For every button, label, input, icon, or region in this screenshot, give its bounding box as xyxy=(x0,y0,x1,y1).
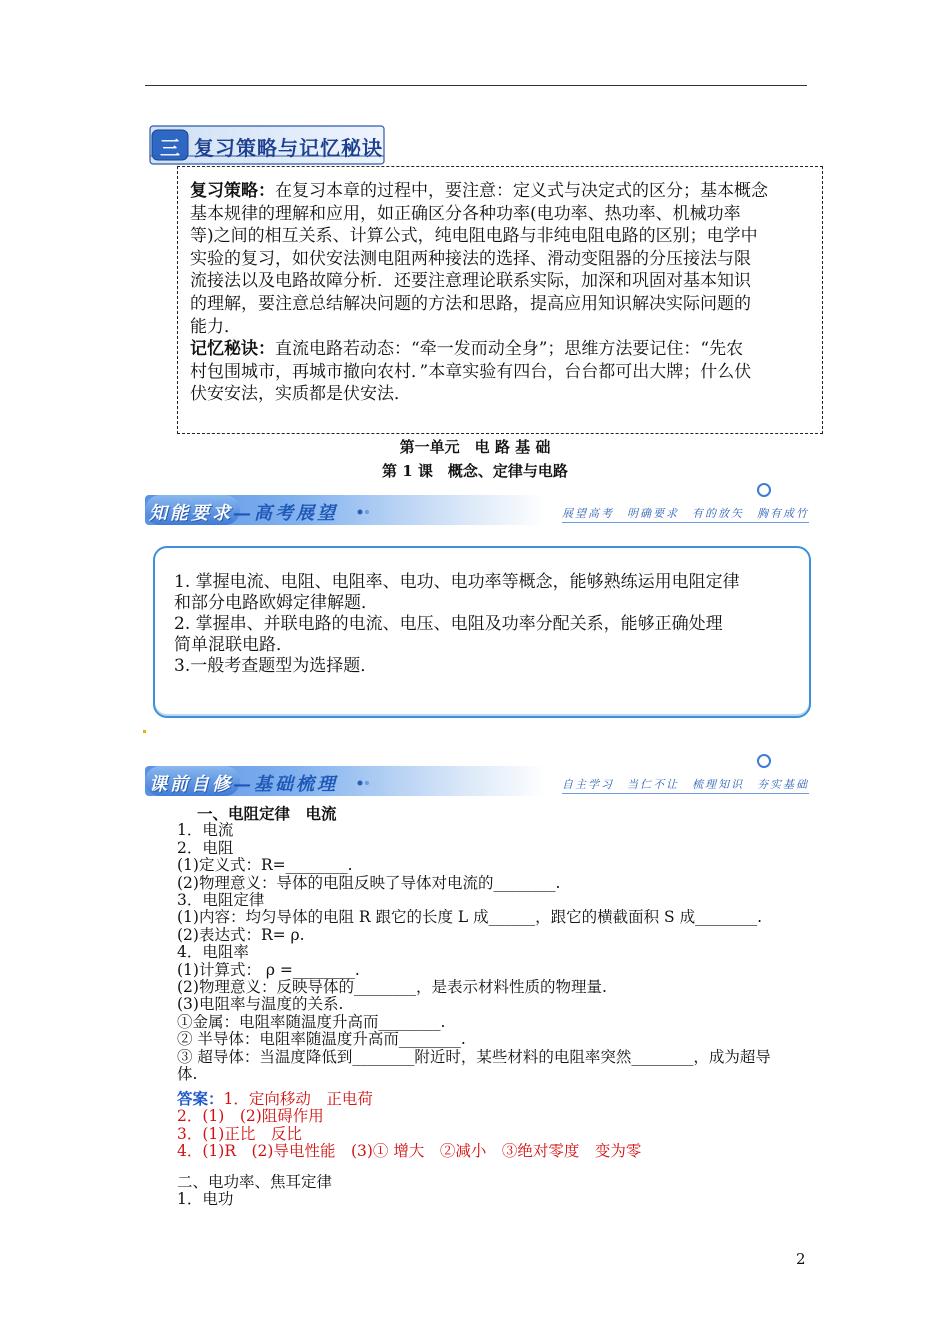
banner-tagline: 展望高考 明确要求 有的放矢 胸有成竹 xyxy=(562,505,809,523)
content-line: (1)内容：均匀导体的电阻 R 跟它的长度 L 成______，跟它的横截面积 S 成________. xyxy=(177,908,763,927)
banner-title: 知能要求—高考展望 xyxy=(149,503,338,524)
section-one xyxy=(177,805,771,1084)
answers xyxy=(177,1090,641,1161)
ring-icon xyxy=(757,754,771,768)
strategy-line: 流接法以及电路故障分析．还要注意理论联系实际，加深和巩固对基本知识 xyxy=(190,271,751,292)
answer-line: 3．(1)正比 反比 xyxy=(177,1124,302,1143)
strategy-line: 在复习本章的过程中，要注意：定义式与决定式的区分；基本概念 xyxy=(275,181,768,201)
memory-line: 伏安安法，实质都是伏安法． xyxy=(190,384,411,405)
banner-title: 课前自修—基础梳理 xyxy=(149,774,338,795)
banner-tagline: 自主学习 当仁不让 梳理知识 夯实基础 xyxy=(562,776,809,794)
memory-line: 直流电路若动态：“牵一发而动全身”；思维方法要记住：“先农 xyxy=(275,339,744,360)
answer-line: 4．(1)R (2)导电性能 (3)① 增大 ②减小 ③绝对零度 变为零 xyxy=(177,1142,642,1161)
content-line: 3．电阻定律 xyxy=(177,891,265,910)
requirement-line: 简单混联电路． xyxy=(174,635,293,655)
content-line: 1．电流 xyxy=(177,821,234,840)
lesson-title: 第 1 课 概念、定律与电路 xyxy=(382,462,568,480)
strategy-line: 实验的复习，如伏安法测电阻两种接法的选择、滑动变阻器的分压接法与限 xyxy=(190,248,751,269)
content-line: (3)电阻率与温度的关系. xyxy=(177,995,344,1014)
page-number: 2 xyxy=(796,1250,806,1268)
section-two xyxy=(177,1174,332,1209)
content-line: ①金属：电阻率随温度升高而________. xyxy=(177,1012,446,1031)
content-line: 1．电功 xyxy=(177,1190,234,1209)
content-line: 体. xyxy=(177,1065,198,1084)
dots-icon xyxy=(357,780,375,786)
requirements-banner xyxy=(145,495,813,525)
content-line: ③ 超导体：当温度降低到________附近时，某些材料的电阻率突然________，成为超导 xyxy=(177,1047,771,1066)
strategy-line: 基本规律的理解和应用，如正确区分各种功率(电功率、热功率、机械功率 xyxy=(190,203,741,224)
dots-icon xyxy=(357,509,375,515)
badge-number: 三 xyxy=(160,136,180,160)
content-line: (2)物理意义：导体的电阻反映了导体对电流的________. xyxy=(177,873,561,892)
header-rule xyxy=(145,85,807,86)
strategy-text xyxy=(190,180,814,406)
content-line: (2)表达式：R= ρ. xyxy=(177,925,305,944)
memory-label: 记忆秘诀： xyxy=(190,339,275,360)
review-strategy-banner xyxy=(148,124,386,166)
unit-title: 第一单元 电 路 基 础 xyxy=(399,438,551,456)
content-line: 4．电阻率 xyxy=(177,943,249,962)
content-line: 2．电阻 xyxy=(177,838,234,857)
strategy-label: 复习策略： xyxy=(190,181,275,201)
content-line: ② 半导体：电阻率随温度升高而________. xyxy=(177,1030,466,1049)
section-heading: 一、电阻定律 电流 xyxy=(197,804,337,823)
self-study-banner xyxy=(145,766,813,796)
requirement-line: 3.一般考查题型为选择题． xyxy=(174,656,378,676)
requirements-text xyxy=(174,572,799,677)
answer-line: 2．(1) (2)阻碍作用 xyxy=(177,1107,324,1126)
memory-line: 村包围城市，再城市撤向农村．”本章实验有四台，台台都可出大牌；什么伏 xyxy=(190,361,752,382)
answers-label: 答案： xyxy=(177,1089,224,1108)
content-line: (1)计算式： ρ =________. xyxy=(177,960,360,979)
section-heading: 二、电功率、焦耳定律 xyxy=(177,1173,333,1191)
requirement-line: 1. 掌握电流、电阻、电阻率、电功、电功率等概念，能够熟练运用电阻定律 xyxy=(174,572,740,592)
answer-line: 1．定向移动 正电荷 xyxy=(223,1090,373,1108)
requirement-line: 和部分电路欧姆定律解题． xyxy=(174,593,378,613)
section-title: 复习策略与记忆秘诀 xyxy=(194,136,383,160)
strategy-line: 能力． xyxy=(190,316,241,337)
content-line: (2)物理意义：反映导体的________，是表示材料性质的物理量. xyxy=(177,978,607,997)
strategy-line: 等)之间的相互关系、计算公式，纯电阻电路与非纯电阻电路的区别；电学中 xyxy=(190,226,758,247)
requirement-line: 2. 掌握串、并联电路的电流、电压、电阻及功率分配关系，能够正确处理 xyxy=(174,614,723,634)
strategy-line: 的理解，要注意总结解决问题的方法和思路，提高应用知识解决实际问题的 xyxy=(190,293,751,314)
decor-dot xyxy=(143,730,146,733)
content-line: (1)定义式：R=________. xyxy=(177,856,353,875)
ring-icon xyxy=(757,483,771,497)
